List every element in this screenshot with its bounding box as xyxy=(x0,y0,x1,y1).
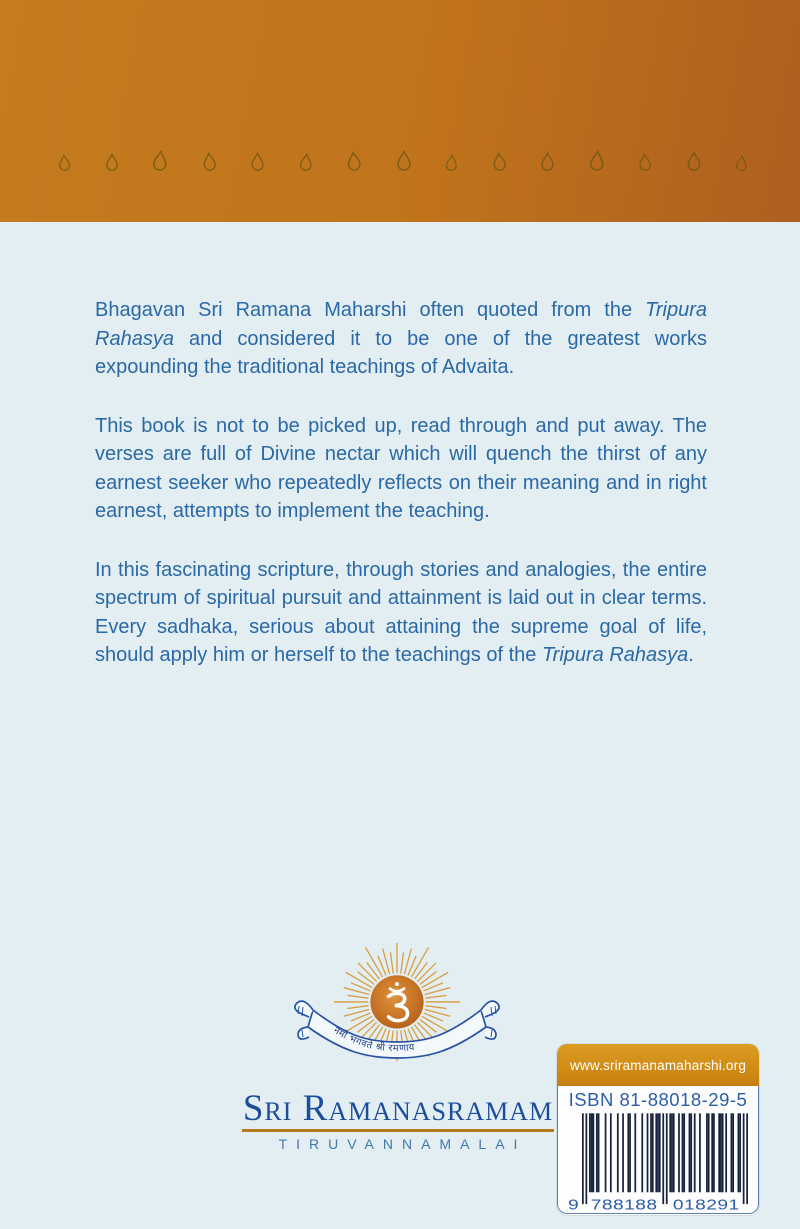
flame-drop-row xyxy=(58,136,748,172)
paragraph: Bhagavan Sri Ramana Maharshi often quoted from the Tripura Rahasya and considered it to be one of the greatest works expounding the traditional teachings of Advaita. xyxy=(95,299,707,378)
flame-drop-icon xyxy=(588,149,606,172)
flame-drop-icon xyxy=(201,151,218,172)
mantra-ribbon xyxy=(287,994,507,1079)
flame-drop-icon xyxy=(540,152,555,172)
flame-drop-icon xyxy=(345,150,363,172)
mantra-text: नमो भगवते श्री रमणाय xyxy=(331,1025,416,1055)
flame-drop-icon xyxy=(444,153,459,172)
isbn-number: ISBN 81-88018-29-5 xyxy=(568,1089,748,1110)
paragraph: In this fascinating scripture, through stories and analogies, the entire spectrum of spiritual pursuit and attainment is laid out in clear terms. Every sadhaka, serious about attaining the supreme goal of life, should apply him or herself to the teachings of the Tripura Rahasya. xyxy=(95,558,707,666)
top-orange-band xyxy=(0,0,800,222)
flame-drop-icon xyxy=(151,149,169,172)
publisher-place: TIRUVANNAMALAI xyxy=(278,1136,527,1152)
svg-text:788188: 788188 xyxy=(590,1196,658,1212)
flame-drop-icon xyxy=(686,151,702,172)
gold-rule xyxy=(242,1129,554,1132)
flame-drop-icon xyxy=(298,152,314,172)
flame-drop-icon xyxy=(491,151,508,172)
isbn-panel xyxy=(557,1086,759,1214)
ashram-logo xyxy=(282,938,512,1088)
svg-text:018291: 018291 xyxy=(672,1196,740,1212)
flame-drop-icon xyxy=(57,153,72,172)
paragraph: This book is not to be picked up, read through and put away. The verses are full of Divine nectar which will quench the thirst of any earnest seeker who repeatedly reflects on their meaning and in right earnest, attempts to implement the teaching. xyxy=(95,414,707,522)
barcode xyxy=(568,1112,748,1217)
flame-drop-icon xyxy=(105,153,119,172)
svg-text:9: 9 xyxy=(568,1196,579,1212)
website-label: www.sriramanamaharshi.org xyxy=(557,1044,759,1086)
flame-drop-icon xyxy=(734,154,748,172)
flame-drop-icon xyxy=(250,152,265,172)
publisher-name: Sri Ramanasramam xyxy=(242,1088,554,1129)
flame-drop-icon xyxy=(396,150,412,172)
isbn-sticker xyxy=(557,1044,759,1215)
flame-drop-icon xyxy=(637,152,653,172)
back-cover-text xyxy=(95,296,707,700)
